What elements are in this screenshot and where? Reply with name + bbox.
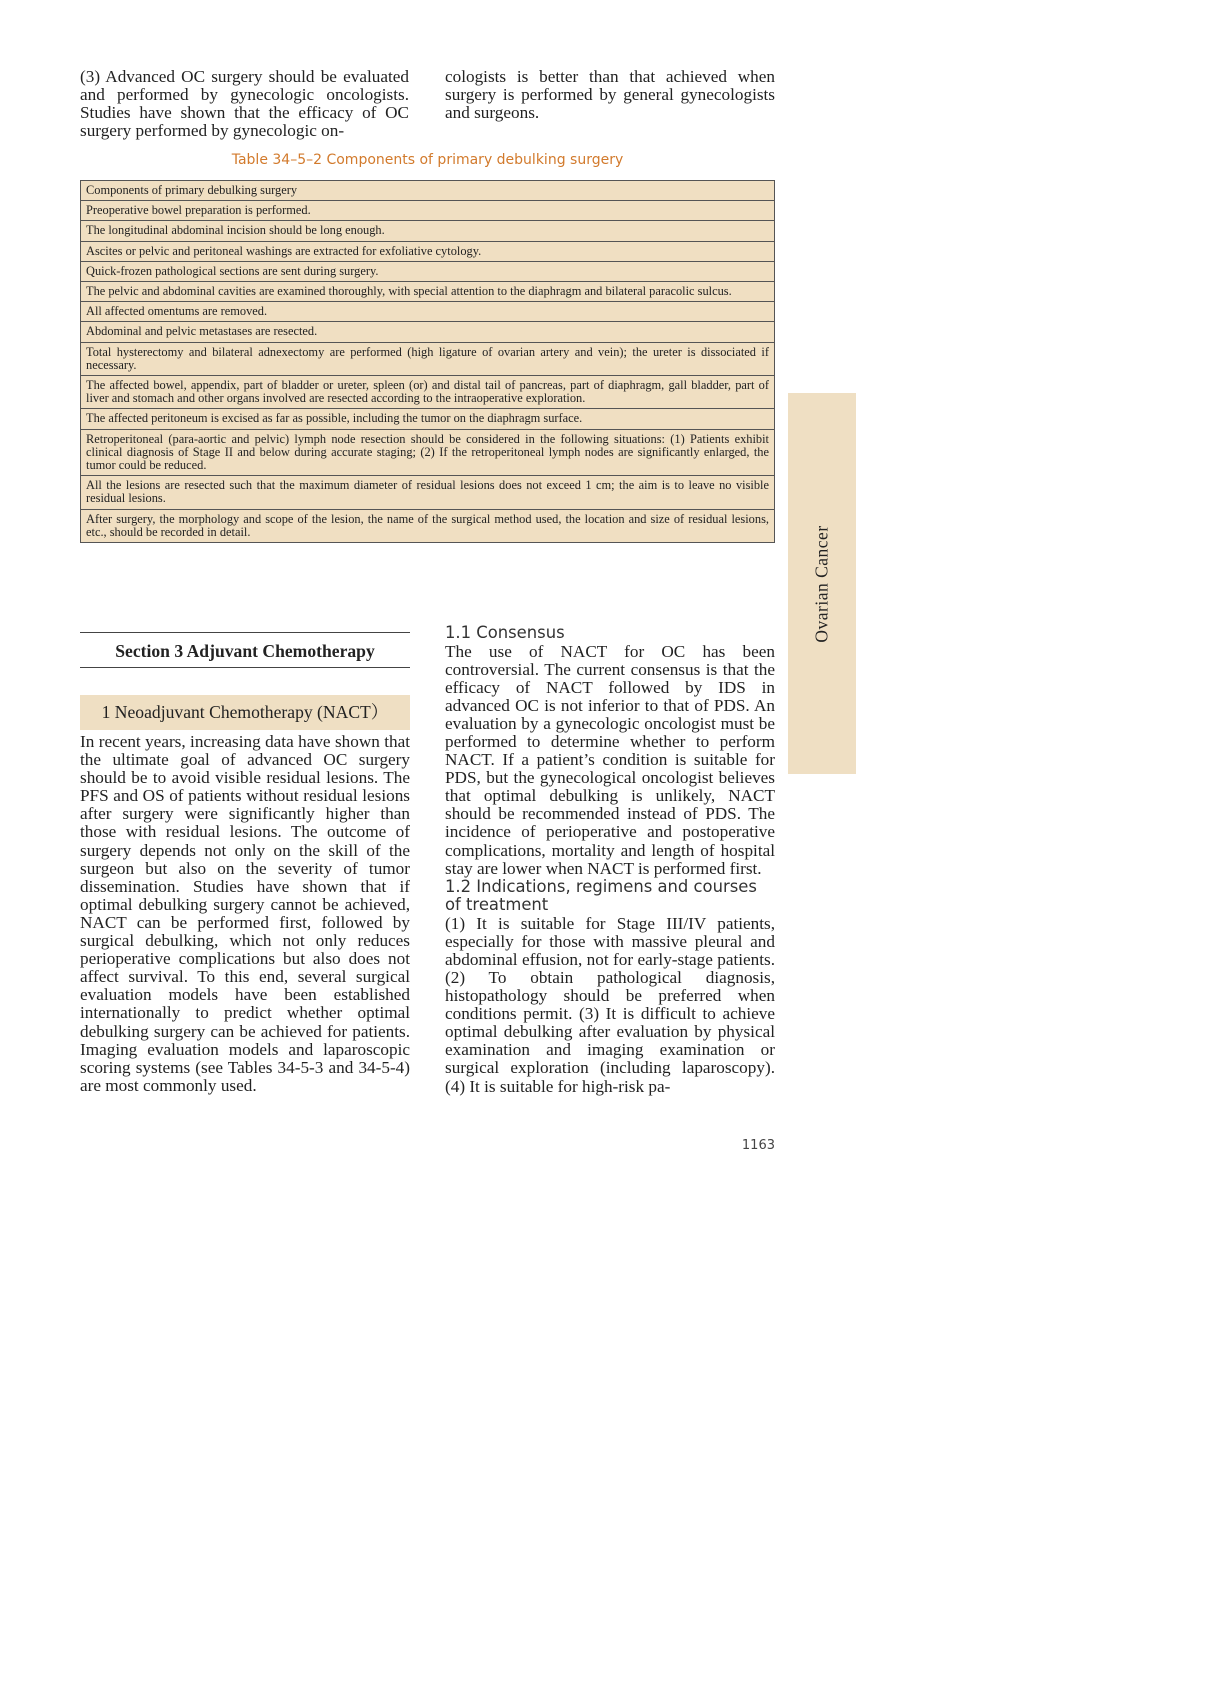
left-body-column (80, 733, 410, 1095)
top-left-paragraph (80, 68, 409, 140)
table-cell: The pelvic and abdominal cavities are examined thoroughly, with special attention to the diaphragm and bilateral paracolic sulcus. (81, 282, 775, 302)
table-row (81, 302, 775, 322)
section-rule-top (80, 632, 410, 633)
body-paragraph: In recent years, increasing data have shown that the ultimate goal of advanced OC surgery should be to avoid visible residual lesions. The PFS and OS of patients without residual lesions after surgery were significantly higher than those with residual lesions. The outcome of surgery depends not only on the skill of the surgeon but also on the severity of tumor dissemination. Studies have shown that if optimal debulking surgery cannot be achieved, NACT can be performed first, followed by surgical debulking, which not only reduces perioperative complications but also does not affect survival. To this end, several surgical evaluation models have been established internationally to predict whether optimal debulking surgery can be achieved for patients. Imaging evaluation models and laparoscopic scoring systems (see Tables 34-5-3 and 34-5-4) are most commonly used. (80, 732, 410, 1095)
section-rule-bottom (80, 667, 410, 668)
table-row (81, 322, 775, 342)
right-body-column (445, 624, 775, 1096)
subsection-heading: 1 Neoadjuvant Chemotherapy (NACT） (80, 695, 410, 730)
table-cell: Ascites or pelvic and peritoneal washings are extracted for exfoliative cytology. (81, 241, 775, 261)
table-row (81, 241, 775, 261)
table-cell: Preoperative bowel preparation is performed. (81, 201, 775, 221)
table-row (81, 282, 775, 302)
page-number: 1163 (741, 1138, 775, 1153)
table-row (81, 476, 775, 509)
section-title: Section 3 Adjuvant Chemotherapy (115, 641, 375, 661)
table-row (81, 342, 775, 375)
table-cell: The longitudinal abdominal incision should be long enough. (81, 221, 775, 241)
side-tab-label: Ovarian Cancer (811, 524, 832, 643)
table-row (81, 429, 775, 476)
table-cell: All affected omentums are removed. (81, 302, 775, 322)
table-cell: Total hysterectomy and bilateral adnexectomy are performed (high ligature of ovarian artery and vein); the ureter is dissociated if necessary. (81, 342, 775, 375)
table-row (81, 409, 775, 429)
heading-consensus: 1.1 Consensus (445, 623, 565, 642)
table-cell: After surgery, the morphology and scope of the lesion, the name of the surgical method used, the location and size of residual lesions, etc., should be recorded in detail. (81, 509, 775, 542)
table-row (81, 261, 775, 281)
table-cell: The affected bowel, appendix, part of bladder or ureter, spleen (or) and distal tail of pancreas, part of diaphragm, gall bladder, part of liver and stomach and other organs involved are resected according to the intraoperative exploration. (81, 376, 775, 409)
table-caption: Table 34–5–2 Components of primary debulking surgery (231, 152, 624, 168)
table-row (81, 201, 775, 221)
heading-indications: 1.2 Indications, regimens and courses of treatment (445, 876, 757, 915)
table-cell: Abdominal and pelvic metastases are resected. (81, 322, 775, 342)
table-cell: The affected peritoneum is excised as far as possible, including the tumor on the diaphragm surface. (81, 409, 775, 429)
table-cell: Retroperitoneal (para-aortic and pelvic) lymph node resection should be considered in the following situations: (1) Patients exhibit clinical diagnosis of Stage II and below during accurate staging; (2) If the retroperitoneal lymph nodes are significantly enlarged, the tumor could be reduced. (81, 429, 775, 476)
table-cell: Quick-frozen pathological sections are sent during surgery. (81, 261, 775, 281)
components-table (80, 180, 775, 543)
paragraph-text: (3) Advanced OC surgery should be evaluated and performed by gynecologic oncologists. Studies have shown that the efficacy of OC surgery performed by gynecologic on- (80, 67, 409, 141)
paragraph-text: cologists is better than that achieved when surgery is performed by general gynecologists and surgeons. (445, 67, 775, 123)
side-tab (788, 393, 856, 774)
table-cell: Components of primary debulking surgery (81, 181, 775, 201)
table-cell: All the lesions are resected such that the maximum diameter of residual lesions does not exceed 1 cm; the aim is to leave no visible residual lesions. (81, 476, 775, 509)
table-row (81, 181, 775, 201)
table-row (81, 221, 775, 241)
table-row (81, 509, 775, 542)
body-paragraph: The use of NACT for OC has been controversial. The current consensus is that the efficacy of NACT followed by IDS in advanced OC is not inferior to that of PDS. An evaluation by a gynecologic oncologist must be performed to determine whether to perform NACT. If a patient’s condition is suitable for PDS, but the gynecological oncologist believes that optimal debulking is unlikely, NACT should be recommended instead of PDS. The incidence of perioperative and postoperative complications, mortality and length of hospital stay are lower when NACT is performed first. (445, 641, 775, 878)
body-paragraph: (1) It is suitable for Stage III/IV patients, especially for those with massive pleural and abdominal effusion, not for early-stage patients. (2) To obtain pathological diagnosis, histopathology should be preferred when conditions permit. (3) It is difficult to achieve optimal debulking after evaluation by physical examination and imaging examination or surgical exploration (including laparoscopy). (4) It is suitable for high-risk pa- (445, 913, 775, 1096)
table-row (81, 376, 775, 409)
top-right-paragraph (445, 68, 775, 122)
